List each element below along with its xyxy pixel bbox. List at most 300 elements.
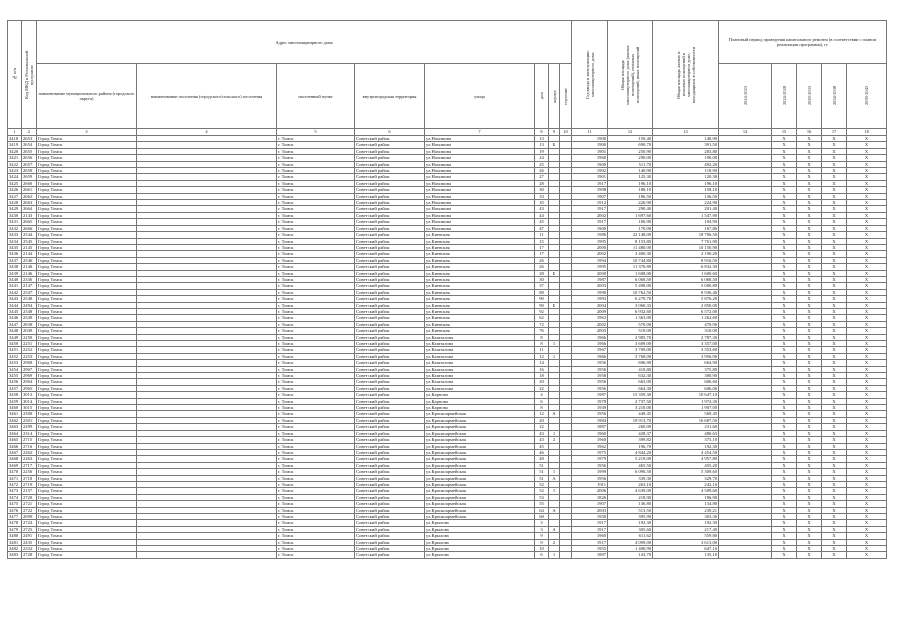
district-cell: Советский район <box>355 507 425 513</box>
period-2-cell: X <box>772 341 797 347</box>
row-number: 3474 <box>8 494 22 500</box>
locality-cell: г. Томск <box>277 270 355 276</box>
year-cell: 1958 <box>572 513 608 519</box>
total-area-cell: 226,90 <box>608 200 653 206</box>
year-cell: 2004 <box>572 302 608 308</box>
row-number: 3475 <box>8 501 22 507</box>
district-cell: Советский район <box>355 321 425 327</box>
mkd-code: 2252 <box>22 347 37 353</box>
year-cell: 1902 <box>572 168 608 174</box>
house-cell: 52 <box>535 488 549 494</box>
row-number: 3434 <box>8 238 22 244</box>
district-cell: Советский район <box>355 161 425 167</box>
header-period-1: 2014-2023 <box>719 64 772 129</box>
period-4-cell: X <box>822 180 847 186</box>
municipal-cell: Город Томск <box>37 136 137 142</box>
street-cell: ул.Красноармейская <box>425 501 535 507</box>
settlement-cell <box>137 552 277 558</box>
period-4-cell: X <box>822 161 847 167</box>
period-5-cell: X <box>847 296 887 302</box>
period-5-cell: X <box>847 469 887 475</box>
total-area-cell: 410,80 <box>608 366 653 372</box>
period-3-cell: X <box>797 142 822 148</box>
year-cell: 1999 <box>572 469 608 475</box>
house-cell: 17 <box>535 251 549 257</box>
period-3-cell: X <box>797 398 822 404</box>
total-area-cell: 339,30 <box>608 475 653 481</box>
period-3-cell: X <box>797 353 822 359</box>
row-number: 3440 <box>8 276 22 282</box>
street-cell: ул.Киевская <box>425 276 535 282</box>
row-number: 3429 <box>8 206 22 212</box>
total-area-cell: 188,10 <box>608 187 653 193</box>
total-area-cell: 6 932,60 <box>608 308 653 314</box>
period-5-cell: X <box>847 148 887 154</box>
header-mkd-code: Код МКД в Региональной программе <box>22 21 37 129</box>
year-cell: 2000 <box>572 244 608 250</box>
mkd-code: 2666 <box>22 225 37 231</box>
period-2-cell: X <box>772 225 797 231</box>
street-cell: ул.Нахимова <box>425 174 535 180</box>
municipal-cell: Город Томск <box>37 270 137 276</box>
house-cell: 37 <box>535 283 549 289</box>
header-no: № п/п <box>8 21 22 129</box>
total-area-cell: 3 210,00 <box>608 405 653 411</box>
period-5-cell: X <box>847 283 887 289</box>
living-area-cell: 120,30 <box>653 174 719 180</box>
year-cell: 1956 <box>572 360 608 366</box>
municipal-cell: Город Томск <box>37 360 137 366</box>
street-cell: ул.Карпова <box>425 392 535 398</box>
district-cell: Советский район <box>355 328 425 334</box>
locality-cell: г. Томск <box>277 462 355 468</box>
total-area-cell: 196,70 <box>608 443 653 449</box>
year-cell: 1917 <box>572 206 608 212</box>
period-3-cell: X <box>797 539 822 545</box>
district-cell: Советский район <box>355 174 425 180</box>
district-cell: Советский район <box>355 481 425 487</box>
district-cell: Советский район <box>355 366 425 372</box>
living-area-cell: 1 907,00 <box>653 405 719 411</box>
period-3-cell: X <box>797 276 822 282</box>
period-2-cell: X <box>772 283 797 289</box>
period-4-cell: X <box>822 276 847 282</box>
period-4-cell: X <box>822 456 847 462</box>
period-2-cell: X <box>772 136 797 142</box>
mkd-code: 2332 <box>22 546 37 552</box>
period-4-cell: X <box>822 270 847 276</box>
house-cell: 12 <box>535 353 549 359</box>
row-number: 3467 <box>8 449 22 455</box>
mkd-code: 2663 <box>22 200 37 206</box>
street-cell: ул.Киевская <box>425 315 535 321</box>
korpus-cell: 1 <box>549 341 560 347</box>
house-cell: 45 <box>535 219 549 225</box>
house-cell: 45 <box>535 443 549 449</box>
living-area-cell: 135,10 <box>653 552 719 558</box>
municipal-cell: Город Томск <box>37 417 137 423</box>
mkd-code: 2301 <box>22 417 37 423</box>
period-2-cell: X <box>772 276 797 282</box>
period-2-cell: X <box>772 180 797 186</box>
period-3-cell: X <box>797 481 822 487</box>
period-2-cell: X <box>772 200 797 206</box>
municipal-cell: Город Томск <box>37 341 137 347</box>
period-2-cell: X <box>772 385 797 391</box>
house-cell: 51 <box>535 475 549 481</box>
house-cell: 52 <box>535 481 549 487</box>
municipal-cell: Город Томск <box>37 161 137 167</box>
living-area-cell: 470,90 <box>653 321 719 327</box>
row-number: 3425 <box>8 180 22 186</box>
living-area-cell: 3 613,00 <box>653 539 719 545</box>
mkd-code: 2721 <box>22 501 37 507</box>
mkd-code: 2090 <box>22 513 37 519</box>
house-cell: 43 <box>535 206 549 212</box>
street-cell: ул.Киевская <box>425 270 535 276</box>
locality-cell: г. Томск <box>277 180 355 186</box>
mkd-code: 2969 <box>22 373 37 379</box>
street-cell: ул.Нахимова <box>425 161 535 167</box>
street-cell: ул.Нахимова <box>425 193 535 199</box>
living-area-cell: 10 647,10 <box>653 392 719 398</box>
street-cell: ул.Нахимова <box>425 148 535 154</box>
mkd-code: 2251 <box>22 341 37 347</box>
municipal-cell: Город Томск <box>37 225 137 231</box>
total-area-cell: 570,00 <box>608 321 653 327</box>
row-number: 3444 <box>8 302 22 308</box>
period-5-cell: X <box>847 232 887 238</box>
street-cell: ул.Красноармейская <box>425 411 535 417</box>
total-area-cell: 22 148,00 <box>608 232 653 238</box>
street-cell: ул.Красноармейская <box>425 481 535 487</box>
house-cell: 24 <box>535 155 549 161</box>
district-cell: Советский район <box>355 437 425 443</box>
period-4-cell: X <box>822 155 847 161</box>
period-5-cell: X <box>847 270 887 276</box>
district-cell: Советский район <box>355 347 425 353</box>
year-cell: 1963 <box>572 315 608 321</box>
living-area-cell: 1 600,60 <box>653 270 719 276</box>
municipal-cell: Город Томск <box>37 308 137 314</box>
korpus-cell: 1 <box>549 353 560 359</box>
period-4-cell: X <box>822 264 847 270</box>
year-cell: 1986 <box>572 232 608 238</box>
period-3-cell: X <box>797 373 822 379</box>
mkd-code: 2147 <box>22 283 37 289</box>
district-cell: Советский район <box>355 257 425 263</box>
district-cell: Советский район <box>355 417 425 423</box>
period-4-cell: X <box>822 347 847 353</box>
municipal-cell: Город Томск <box>37 264 137 270</box>
period-4-cell: X <box>822 321 847 327</box>
street-cell: ул.Нахимова <box>425 155 535 161</box>
building-cell <box>560 552 572 558</box>
district-cell: Советский район <box>355 443 425 449</box>
locality-cell: г. Томск <box>277 546 355 552</box>
municipal-cell: Город Томск <box>37 546 137 552</box>
locality-cell: г. Томск <box>277 168 355 174</box>
living-area-cell: 231,60 <box>653 424 719 430</box>
column-number: 2 <box>22 129 37 136</box>
korpus-cell: А <box>549 526 560 532</box>
locality-cell: г. Томск <box>277 539 355 545</box>
period-2-cell: X <box>772 219 797 225</box>
period-4-cell: X <box>822 392 847 398</box>
period-5-cell: X <box>847 219 887 225</box>
mkd-code: 2964 <box>22 379 37 385</box>
year-cell: 1912 <box>572 200 608 206</box>
street-cell: ул.Крылова <box>425 546 535 552</box>
locality-cell: г. Томск <box>277 257 355 263</box>
period-4-cell: X <box>822 360 847 366</box>
total-area-cell: 1 697,60 <box>608 212 653 218</box>
row-number: 3462 <box>8 417 22 423</box>
header-street: улица <box>425 64 535 129</box>
street-cell: ул.Кашталова <box>425 353 535 359</box>
period-5-cell: X <box>847 251 887 257</box>
district-cell: Советский район <box>355 405 425 411</box>
municipal-cell: Город Томск <box>37 219 137 225</box>
house-cell: 47 <box>535 225 549 231</box>
living-area-cell: 4 957,80 <box>653 456 719 462</box>
district-cell: Советский район <box>355 449 425 455</box>
district-cell: Советский район <box>355 289 425 295</box>
period-2-cell: X <box>772 270 797 276</box>
living-area-cell: 201,40 <box>653 206 719 212</box>
period-5-cell: X <box>847 398 887 404</box>
municipal-cell: Город Томск <box>37 155 137 161</box>
period-4-cell: X <box>822 168 847 174</box>
period-3-cell: X <box>797 347 822 353</box>
header-address-group: Адрес многоквартирного дома <box>37 21 572 64</box>
period-4-cell: X <box>822 328 847 334</box>
year-cell: 1917 <box>572 219 608 225</box>
living-area-cell: 239,21 <box>653 507 719 513</box>
living-area-cell: 134,80 <box>653 501 719 507</box>
period-3-cell: X <box>797 501 822 507</box>
period-2-cell: X <box>772 161 797 167</box>
locality-cell: г. Томск <box>277 430 355 436</box>
period-3-cell: X <box>797 379 822 385</box>
house-cell: 48 <box>535 456 549 462</box>
period-3-cell: X <box>797 456 822 462</box>
living-area-cell: 3 357,00 <box>653 341 719 347</box>
house-cell: 33 <box>535 193 549 199</box>
period-2-cell: X <box>772 469 797 475</box>
period-3-cell: X <box>797 328 822 334</box>
period-2-cell: X <box>772 539 797 545</box>
period-2-cell: X <box>772 424 797 430</box>
house-cell: 9 <box>535 539 549 545</box>
year-cell: 1900 <box>572 161 608 167</box>
row-number: 3428 <box>8 200 22 206</box>
street-cell: ул.Крылова <box>425 552 535 558</box>
period-3-cell: X <box>797 270 822 276</box>
house-cell: 46 <box>535 449 549 455</box>
total-area-cell: 140,90 <box>608 168 653 174</box>
street-cell: ул.Крылова <box>425 520 535 526</box>
total-area-cell: 663,00 <box>608 379 653 385</box>
column-number-row <box>8 129 887 136</box>
year-cell: 1956 <box>572 411 608 417</box>
total-area-cell: 260,00 <box>608 424 653 430</box>
row-number: 3437 <box>8 257 22 263</box>
street-cell: ул.Киевская <box>425 244 535 250</box>
total-area-cell: 192,30 <box>608 520 653 526</box>
period-2-cell: X <box>772 212 797 218</box>
period-3-cell: X <box>797 251 822 257</box>
mkd-code: 2253 <box>22 353 37 359</box>
period-5-cell: X <box>847 533 887 539</box>
living-area-cell: 136,50 <box>653 193 719 199</box>
total-area-cell: 106,90 <box>608 219 653 225</box>
locality-cell: г. Томск <box>277 212 355 218</box>
column-number: 3 <box>37 129 137 136</box>
municipal-cell: Город Томск <box>37 315 137 321</box>
period-3-cell: X <box>797 430 822 436</box>
period-4-cell: X <box>822 289 847 295</box>
street-cell: ул.Нахимова <box>425 219 535 225</box>
house-cell: 26 <box>535 257 549 263</box>
year-cell: 1939 <box>572 405 608 411</box>
mkd-code: 2720 <box>22 494 37 500</box>
living-area-cell: 16 687,50 <box>653 417 719 423</box>
row-number: 3468 <box>8 456 22 462</box>
row-number: 3426 <box>8 187 22 193</box>
locality-cell: г. Томск <box>277 187 355 193</box>
period-2-cell: X <box>772 155 797 161</box>
municipal-cell: Город Томск <box>37 193 137 199</box>
district-cell: Советский район <box>355 533 425 539</box>
row-number: 3445 <box>8 308 22 314</box>
period-4-cell: X <box>822 251 847 257</box>
period-2-cell: X <box>772 238 797 244</box>
house-cell: 4 <box>535 392 549 398</box>
korpus-cell: Б <box>549 270 560 276</box>
municipal-cell: Город Томск <box>37 449 137 455</box>
period-2-cell: X <box>772 392 797 398</box>
period-2-cell: X <box>772 302 797 308</box>
period-2-cell: X <box>772 526 797 532</box>
district-cell: Советский район <box>355 456 425 462</box>
total-area-cell: 696,90 <box>608 360 653 366</box>
period-4-cell: X <box>822 398 847 404</box>
street-cell: ул.Нахимова <box>425 225 535 231</box>
period-4-cell: X <box>822 136 847 142</box>
living-area-cell: 3 553,60 <box>653 347 719 353</box>
period-3-cell: X <box>797 232 822 238</box>
column-number: 9 <box>549 129 560 136</box>
year-cell: 1987 <box>572 276 608 282</box>
house-cell: 92 <box>535 308 549 314</box>
period-3-cell: X <box>797 443 822 449</box>
locality-cell: г. Томск <box>277 264 355 270</box>
year-cell: 1900 <box>572 142 608 148</box>
period-2-cell: X <box>772 552 797 558</box>
year-cell: 1956 <box>572 379 608 385</box>
municipal-cell: Город Томск <box>37 238 137 244</box>
mkd-code: 2256 <box>22 469 37 475</box>
year-cell: 2003 <box>572 283 608 289</box>
period-2-cell: X <box>772 142 797 148</box>
korpus-cell: Б <box>549 302 560 308</box>
mkd-code: 2664 <box>22 206 37 212</box>
street-cell: ул.Киевская <box>425 321 535 327</box>
municipal-cell: Город Томск <box>37 385 137 391</box>
period-3-cell: X <box>797 488 822 494</box>
mkd-code: 2967 <box>22 366 37 372</box>
living-area-cell: 606,60 <box>653 379 719 385</box>
house-cell: 19 <box>535 148 549 154</box>
year-cell: 1979 <box>572 456 608 462</box>
mkd-code: 2719 <box>22 481 37 487</box>
period-3-cell: X <box>797 296 822 302</box>
district-cell: Советский район <box>355 180 425 186</box>
district-cell: Советский район <box>355 296 425 302</box>
district-cell: Советский район <box>355 244 425 250</box>
living-area-cell: 492,20 <box>653 161 719 167</box>
locality-cell: г. Томск <box>277 219 355 225</box>
period-2-cell: X <box>772 206 797 212</box>
period-5-cell: X <box>847 212 887 218</box>
row-number: 3478 <box>8 520 22 526</box>
district-cell: Советский район <box>355 212 425 218</box>
year-cell: 1911 <box>572 481 608 487</box>
period-2-cell: X <box>772 187 797 193</box>
district-cell: Советский район <box>355 360 425 366</box>
house-cell: 22 <box>535 424 549 430</box>
municipal-cell: Город Томск <box>37 168 137 174</box>
period-3-cell: X <box>797 155 822 161</box>
locality-cell: г. Томск <box>277 424 355 430</box>
mkd-code: 2718 <box>22 475 37 481</box>
period-2-cell: X <box>772 334 797 340</box>
period-5-cell: X <box>847 417 887 423</box>
period-3-cell: X <box>797 244 822 250</box>
year-cell: 2003 <box>572 507 608 513</box>
year-cell: 1987 <box>572 392 608 398</box>
street-cell: ул.Киевская <box>425 264 535 270</box>
korpus-cell: 1 <box>549 469 560 475</box>
year-cell: 1966 <box>572 334 608 340</box>
period-2-cell: X <box>772 398 797 404</box>
period-3-cell: X <box>797 526 822 532</box>
living-area-cell: 310,00 <box>653 328 719 334</box>
period-3-cell: X <box>797 302 822 308</box>
period-3-cell: X <box>797 174 822 180</box>
period-5-cell: X <box>847 552 887 558</box>
period-2-cell: X <box>772 379 797 385</box>
district-cell: Советский район <box>355 552 425 558</box>
district-cell: Советский район <box>355 392 425 398</box>
period-3-cell: X <box>797 193 822 199</box>
row-number: 3424 <box>8 174 22 180</box>
mkd-code: 3014 <box>22 398 37 404</box>
total-area-cell: 218,90 <box>608 494 653 500</box>
locality-cell: г. Томск <box>277 385 355 391</box>
house-cell: 68 <box>535 513 549 519</box>
house-cell: 30 <box>535 276 549 282</box>
row-number: 3455 <box>8 373 22 379</box>
period-4-cell: X <box>822 494 847 500</box>
mkd-code: 2653 <box>22 136 37 142</box>
period-4-cell: X <box>822 283 847 289</box>
district-cell: Советский район <box>355 488 425 494</box>
period-3-cell: X <box>797 238 822 244</box>
locality-cell: г. Томск <box>277 405 355 411</box>
column-number: 4 <box>137 129 277 136</box>
